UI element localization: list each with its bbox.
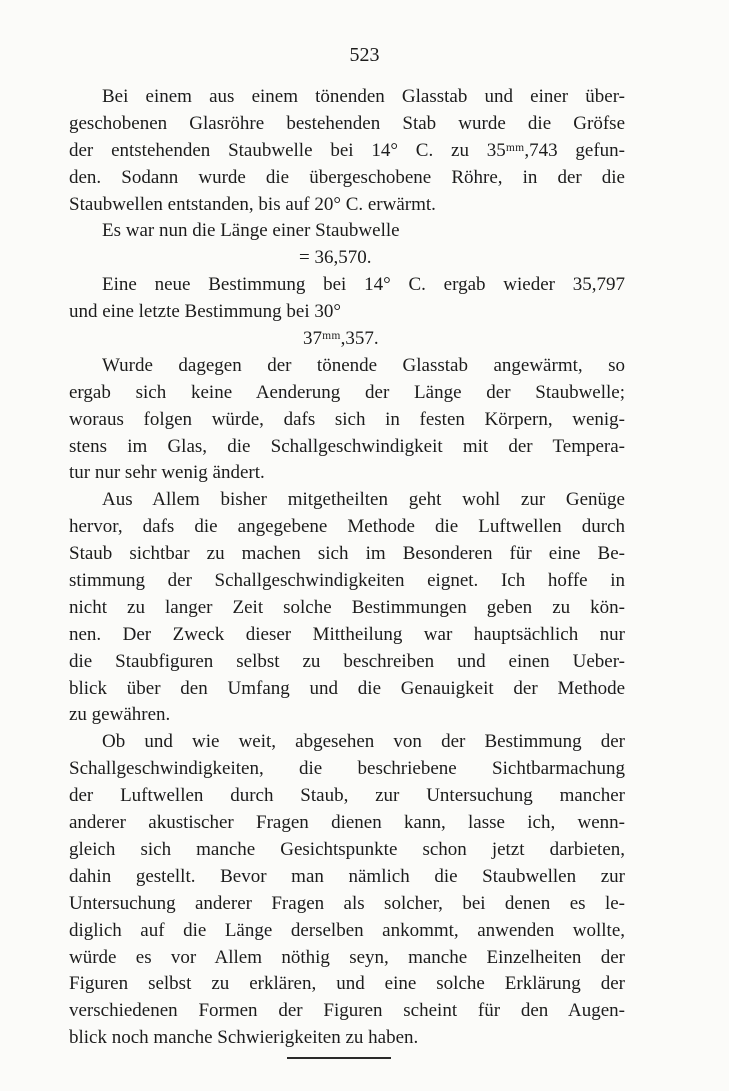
text-line: Schallgeschwindigkeiten, die beschriebene Sichtbarmachung bbox=[69, 758, 625, 780]
text-line: nicht zu langer Zeit solche Bestimmungen geben zu kön- bbox=[69, 596, 625, 618]
text-line: der Luftwellen durch Staub, zur Untersuchung mancher bbox=[69, 785, 625, 807]
text-line: Staub sichtbar zu machen sich im Besonderen für eine Be- bbox=[69, 543, 625, 565]
page-number: 523 bbox=[349, 44, 380, 66]
text-line: Figuren selbst zu erklären, und eine solche Erklärung der bbox=[69, 973, 625, 995]
text-line: blick noch manche Schwierigkeiten zu haben. bbox=[69, 1027, 419, 1049]
text-line: ergab sich keine Aenderung der Länge der Staubwelle; bbox=[69, 381, 625, 403]
section-divider bbox=[287, 1057, 391, 1059]
text-line: Es war nun die Länge einer Staubwelle bbox=[102, 220, 400, 242]
text-line: gleich sich manche Gesichtspunkte schon jetzt darbieten, bbox=[69, 838, 625, 860]
body-text bbox=[69, 84, 625, 1052]
text-line: anderer akustischer Fragen dienen kann, lasse ich, wenn- bbox=[69, 812, 625, 834]
text-line: nen. Der Zweck dieser Mittheilung war hauptsächlich nur bbox=[69, 623, 625, 645]
text-line: und eine letzte Bestimmung bei 30° bbox=[69, 301, 341, 323]
text-line: Ob und wie weit, abgesehen von der Bestimmung der bbox=[102, 731, 625, 753]
text-line: diglich auf die Länge derselben ankommt, anwenden wollte, bbox=[69, 919, 625, 941]
text-line: Eine neue Bestimmung bei 14° C. ergab wieder 35,797 bbox=[102, 274, 625, 296]
equation-line: = 36,570. bbox=[299, 247, 372, 269]
text-line: hervor, dafs die angegebene Methode die Luftwellen durch bbox=[69, 516, 625, 538]
text-line: stens im Glas, die Schallgeschwindigkeit mit der Tempera- bbox=[69, 435, 625, 457]
text-line: den. Sodann wurde die übergeschobene Röhre, in der die bbox=[69, 166, 625, 188]
text-line: Staubwellen entstanden, bis auf 20° C. erwärmt. bbox=[69, 193, 436, 215]
text-line: stimmung der Schallgeschwindigkeiten eignet. Ich hoffe in bbox=[69, 570, 625, 592]
text-line: Bei einem aus einem tönenden Glasstab und einer über- bbox=[102, 86, 625, 107]
text-line: Aus Allem bisher mitgetheilten geht wohl zur Genüge bbox=[102, 489, 625, 511]
text-line: zu gewähren. bbox=[69, 704, 171, 726]
equation-line: 37ᵐᵐ,357. bbox=[303, 328, 379, 350]
text-line: woraus folgen würde, dafs sich in festen Körpern, wenig- bbox=[69, 408, 625, 430]
text-line: die Staubfiguren selbst zu beschreiben und einen Ueber- bbox=[69, 650, 625, 672]
text-line: würde es vor Allem nöthig seyn, manche Einzelheiten der bbox=[69, 946, 625, 968]
text-line: dahin gestellt. Bevor man nämlich die Staubwellen zur bbox=[69, 865, 625, 887]
text-line: der entstehenden Staubwelle bei 14° C. zu 35ᵐᵐ,743 gefun- bbox=[69, 139, 625, 161]
text-line: verschiedenen Formen der Figuren scheint für den Augen- bbox=[69, 1000, 625, 1022]
text-line: tur nur sehr wenig ändert. bbox=[69, 462, 265, 484]
text-line: Untersuchung anderer Fragen als solcher, bei denen es le- bbox=[69, 892, 625, 914]
text-line: blick über den Umfang und die Genauigkeit der Methode bbox=[69, 677, 625, 699]
text-line: Wurde dagegen der tönende Glasstab angewärmt, so bbox=[102, 354, 625, 376]
text-line: geschobenen Glasröhre bestehenden Stab wurde die Gröfse bbox=[69, 112, 625, 134]
